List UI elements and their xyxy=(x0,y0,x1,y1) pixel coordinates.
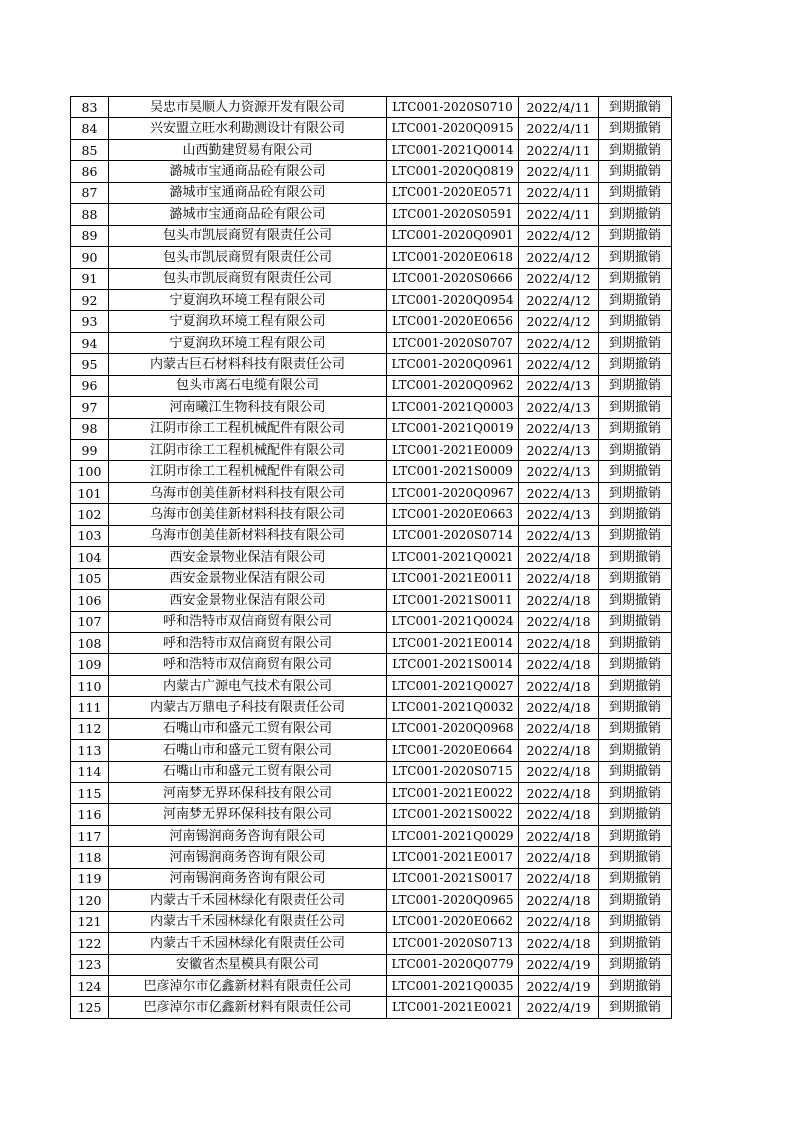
company-name-cell: 内蒙古千禾园林绿化有限责任公司 xyxy=(109,890,387,911)
certificate-number-cell: LTC001-2020Q0915 xyxy=(387,118,519,139)
company-name-cell: 呼和浩特市双信商贸有限公司 xyxy=(109,611,387,632)
status-cell: 到期撤销 xyxy=(599,632,672,653)
revocation-date-cell: 2022/4/18 xyxy=(519,697,599,718)
row-number-cell: 111 xyxy=(71,697,109,718)
table-row xyxy=(71,611,672,632)
certificate-number-cell: LTC001-2021Q0029 xyxy=(387,825,519,846)
row-number-cell: 92 xyxy=(71,289,109,310)
revocation-date-cell: 2022/4/12 xyxy=(519,289,599,310)
row-number-cell: 94 xyxy=(71,332,109,353)
row-number-cell: 114 xyxy=(71,761,109,782)
company-name-cell: 包头市凯辰商贸有限责任公司 xyxy=(109,268,387,289)
status-cell: 到期撤销 xyxy=(599,997,672,1018)
row-number-cell: 122 xyxy=(71,933,109,954)
certificate-number-cell: LTC001-2021E0014 xyxy=(387,632,519,653)
row-number-cell: 115 xyxy=(71,783,109,804)
company-name-cell: 巴彦淖尔市亿鑫新材料有限责任公司 xyxy=(109,975,387,996)
certificate-number-cell: LTC001-2021Q0019 xyxy=(387,418,519,439)
revocation-date-cell: 2022/4/13 xyxy=(519,418,599,439)
revocation-date-cell: 2022/4/18 xyxy=(519,933,599,954)
company-name-cell: 呼和浩特市双信商贸有限公司 xyxy=(109,654,387,675)
certificate-number-cell: LTC001-2021S0022 xyxy=(387,804,519,825)
certificate-number-cell: LTC001-2020Q0961 xyxy=(387,354,519,375)
row-number-cell: 123 xyxy=(71,954,109,975)
table-row xyxy=(71,697,672,718)
company-name-cell: 江阴市徐工工程机械配件有限公司 xyxy=(109,440,387,461)
company-name-cell: 呼和浩特市双信商贸有限公司 xyxy=(109,632,387,653)
company-name-cell: 吴忠市昊顺人力资源开发有限公司 xyxy=(109,97,387,118)
status-cell: 到期撤销 xyxy=(599,268,672,289)
row-number-cell: 106 xyxy=(71,590,109,611)
table-row xyxy=(71,482,672,503)
row-number-cell: 87 xyxy=(71,182,109,203)
certificate-number-cell: LTC001-2021Q0024 xyxy=(387,611,519,632)
table-row xyxy=(71,997,672,1018)
row-number-cell: 119 xyxy=(71,868,109,889)
status-cell: 到期撤销 xyxy=(599,783,672,804)
company-name-cell: 石嘴山市和盛元工贸有限公司 xyxy=(109,761,387,782)
row-number-cell: 107 xyxy=(71,611,109,632)
row-number-cell: 97 xyxy=(71,397,109,418)
revocation-date-cell: 2022/4/18 xyxy=(519,547,599,568)
row-number-cell: 95 xyxy=(71,354,109,375)
revocation-date-cell: 2022/4/12 xyxy=(519,354,599,375)
company-name-cell: 西安金景物业保洁有限公司 xyxy=(109,547,387,568)
status-cell: 到期撤销 xyxy=(599,675,672,696)
table-row xyxy=(71,247,672,268)
row-number-cell: 98 xyxy=(71,418,109,439)
company-name-cell: 河南曦江生物科技有限公司 xyxy=(109,397,387,418)
company-name-cell: 石嘴山市和盛元工贸有限公司 xyxy=(109,718,387,739)
revocation-date-cell: 2022/4/18 xyxy=(519,590,599,611)
company-name-cell: 包头市离石电缆有限公司 xyxy=(109,375,387,396)
status-cell: 到期撤销 xyxy=(599,247,672,268)
company-name-cell: 巴彦淖尔市亿鑫新材料有限责任公司 xyxy=(109,997,387,1018)
table-row xyxy=(71,461,672,482)
table-row xyxy=(71,375,672,396)
status-cell: 到期撤销 xyxy=(599,289,672,310)
status-cell: 到期撤销 xyxy=(599,718,672,739)
row-number-cell: 124 xyxy=(71,975,109,996)
certificate-number-cell: LTC001-2020Q0901 xyxy=(387,225,519,246)
row-number-cell: 102 xyxy=(71,504,109,525)
table-row xyxy=(71,675,672,696)
row-number-cell: 110 xyxy=(71,675,109,696)
certificate-number-cell: LTC001-2021E0022 xyxy=(387,783,519,804)
revocation-date-cell: 2022/4/18 xyxy=(519,632,599,653)
revocation-date-cell: 2022/4/13 xyxy=(519,504,599,525)
revocation-date-cell: 2022/4/18 xyxy=(519,890,599,911)
status-cell: 到期撤销 xyxy=(599,825,672,846)
table-row xyxy=(71,654,672,675)
row-number-cell: 120 xyxy=(71,890,109,911)
revocation-date-cell: 2022/4/18 xyxy=(519,804,599,825)
revocation-date-cell: 2022/4/13 xyxy=(519,525,599,546)
company-name-cell: 安徽省杰星模具有限公司 xyxy=(109,954,387,975)
table-row xyxy=(71,911,672,932)
certificate-number-cell: LTC001-2021E0011 xyxy=(387,568,519,589)
row-number-cell: 88 xyxy=(71,204,109,225)
company-name-cell: 河南锡润商务咨询有限公司 xyxy=(109,868,387,889)
certificate-number-cell: LTC001-2021E0009 xyxy=(387,440,519,461)
revocation-date-cell: 2022/4/18 xyxy=(519,783,599,804)
table-row xyxy=(71,804,672,825)
row-number-cell: 84 xyxy=(71,118,109,139)
certificate-number-cell: LTC001-2020E0664 xyxy=(387,740,519,761)
certificate-number-cell: LTC001-2020Q0819 xyxy=(387,161,519,182)
company-name-cell: 江阴市徐工工程机械配件有限公司 xyxy=(109,418,387,439)
company-name-cell: 西安金景物业保洁有限公司 xyxy=(109,568,387,589)
revocation-date-cell: 2022/4/11 xyxy=(519,139,599,160)
revocation-date-cell: 2022/4/18 xyxy=(519,825,599,846)
table-row xyxy=(71,204,672,225)
certificate-number-cell: LTC001-2020E0618 xyxy=(387,247,519,268)
certificate-number-cell: LTC001-2020S0710 xyxy=(387,97,519,118)
table-row xyxy=(71,890,672,911)
row-number-cell: 113 xyxy=(71,740,109,761)
table-body xyxy=(71,97,672,1019)
row-number-cell: 125 xyxy=(71,997,109,1018)
certificate-number-cell: LTC001-2020E0662 xyxy=(387,911,519,932)
certificate-number-cell: LTC001-2021Q0027 xyxy=(387,675,519,696)
company-name-cell: 内蒙古巨石材料科技有限责任公司 xyxy=(109,354,387,375)
company-name-cell: 内蒙古千禾园林绿化有限责任公司 xyxy=(109,911,387,932)
certificate-number-cell: LTC001-2020Q0965 xyxy=(387,890,519,911)
company-name-cell: 山西勤建贸易有限公司 xyxy=(109,139,387,160)
table-row xyxy=(71,332,672,353)
certificate-number-cell: LTC001-2021E0021 xyxy=(387,997,519,1018)
table-row xyxy=(71,761,672,782)
row-number-cell: 89 xyxy=(71,225,109,246)
table-row xyxy=(71,525,672,546)
table-row xyxy=(71,847,672,868)
company-name-cell: 河南锡润商务咨询有限公司 xyxy=(109,825,387,846)
table-row xyxy=(71,718,672,739)
status-cell: 到期撤销 xyxy=(599,354,672,375)
certificate-number-cell: LTC001-2021Q0014 xyxy=(387,139,519,160)
certificate-number-cell: LTC001-2021S0009 xyxy=(387,461,519,482)
status-cell: 到期撤销 xyxy=(599,954,672,975)
revocation-date-cell: 2022/4/13 xyxy=(519,397,599,418)
company-name-cell: 河南梦无界环保科技有限公司 xyxy=(109,783,387,804)
revocation-date-cell: 2022/4/13 xyxy=(519,440,599,461)
table-row xyxy=(71,825,672,846)
revocation-date-cell: 2022/4/11 xyxy=(519,204,599,225)
row-number-cell: 117 xyxy=(71,825,109,846)
revocation-date-cell: 2022/4/18 xyxy=(519,868,599,889)
status-cell: 到期撤销 xyxy=(599,161,672,182)
status-cell: 到期撤销 xyxy=(599,482,672,503)
company-name-cell: 西安金景物业保洁有限公司 xyxy=(109,590,387,611)
table-row xyxy=(71,590,672,611)
certificate-number-cell: LTC001-2020S0715 xyxy=(387,761,519,782)
certificate-number-cell: LTC001-2020E0663 xyxy=(387,504,519,525)
table-row xyxy=(71,139,672,160)
row-number-cell: 101 xyxy=(71,482,109,503)
row-number-cell: 86 xyxy=(71,161,109,182)
company-name-cell: 石嘴山市和盛元工贸有限公司 xyxy=(109,740,387,761)
table-row xyxy=(71,975,672,996)
table-row xyxy=(71,740,672,761)
row-number-cell: 96 xyxy=(71,375,109,396)
company-name-cell: 河南梦无界环保科技有限公司 xyxy=(109,804,387,825)
status-cell: 到期撤销 xyxy=(599,868,672,889)
certificate-number-cell: LTC001-2021S0011 xyxy=(387,590,519,611)
row-number-cell: 91 xyxy=(71,268,109,289)
certificate-number-cell: LTC001-2021Q0032 xyxy=(387,697,519,718)
revocation-date-cell: 2022/4/18 xyxy=(519,911,599,932)
company-name-cell: 潞城市宝通商品砼有限公司 xyxy=(109,204,387,225)
revocation-date-cell: 2022/4/13 xyxy=(519,375,599,396)
status-cell: 到期撤销 xyxy=(599,97,672,118)
status-cell: 到期撤销 xyxy=(599,397,672,418)
row-number-cell: 118 xyxy=(71,847,109,868)
status-cell: 到期撤销 xyxy=(599,204,672,225)
revocation-date-cell: 2022/4/19 xyxy=(519,975,599,996)
status-cell: 到期撤销 xyxy=(599,504,672,525)
revocation-date-cell: 2022/4/13 xyxy=(519,482,599,503)
status-cell: 到期撤销 xyxy=(599,225,672,246)
row-number-cell: 100 xyxy=(71,461,109,482)
status-cell: 到期撤销 xyxy=(599,761,672,782)
status-cell: 到期撤销 xyxy=(599,911,672,932)
status-cell: 到期撤销 xyxy=(599,611,672,632)
row-number-cell: 105 xyxy=(71,568,109,589)
certificate-number-cell: LTC001-2020E0656 xyxy=(387,311,519,332)
row-number-cell: 85 xyxy=(71,139,109,160)
status-cell: 到期撤销 xyxy=(599,590,672,611)
table-row xyxy=(71,311,672,332)
row-number-cell: 99 xyxy=(71,440,109,461)
status-cell: 到期撤销 xyxy=(599,804,672,825)
revocation-date-cell: 2022/4/18 xyxy=(519,611,599,632)
certificate-number-cell: LTC001-2020Q0962 xyxy=(387,375,519,396)
table-row xyxy=(71,933,672,954)
certificate-number-cell: LTC001-2020S0707 xyxy=(387,332,519,353)
certificate-number-cell: LTC001-2020E0571 xyxy=(387,182,519,203)
status-cell: 到期撤销 xyxy=(599,568,672,589)
table-row xyxy=(71,868,672,889)
certificate-number-cell: LTC001-2020Q0967 xyxy=(387,482,519,503)
row-number-cell: 121 xyxy=(71,911,109,932)
revocation-date-cell: 2022/4/18 xyxy=(519,740,599,761)
status-cell: 到期撤销 xyxy=(599,525,672,546)
status-cell: 到期撤销 xyxy=(599,847,672,868)
company-name-cell: 宁夏润玖环境工程有限公司 xyxy=(109,289,387,310)
certificate-number-cell: LTC001-2021Q0003 xyxy=(387,397,519,418)
status-cell: 到期撤销 xyxy=(599,740,672,761)
revocation-date-cell: 2022/4/11 xyxy=(519,182,599,203)
certificate-revocation-table xyxy=(70,96,672,1019)
certificate-number-cell: LTC001-2020S0666 xyxy=(387,268,519,289)
table-row xyxy=(71,783,672,804)
table-row xyxy=(71,225,672,246)
table-row xyxy=(71,97,672,118)
table-row xyxy=(71,568,672,589)
certificate-number-cell: LTC001-2020Q0954 xyxy=(387,289,519,310)
table-row xyxy=(71,954,672,975)
row-number-cell: 116 xyxy=(71,804,109,825)
table-row xyxy=(71,547,672,568)
revocation-date-cell: 2022/4/11 xyxy=(519,97,599,118)
status-cell: 到期撤销 xyxy=(599,139,672,160)
certificate-number-cell: LTC001-2021S0017 xyxy=(387,868,519,889)
status-cell: 到期撤销 xyxy=(599,418,672,439)
row-number-cell: 103 xyxy=(71,525,109,546)
certificate-number-cell: LTC001-2021S0014 xyxy=(387,654,519,675)
certificate-number-cell: LTC001-2020S0591 xyxy=(387,204,519,225)
status-cell: 到期撤销 xyxy=(599,182,672,203)
table-row xyxy=(71,289,672,310)
status-cell: 到期撤销 xyxy=(599,375,672,396)
status-cell: 到期撤销 xyxy=(599,975,672,996)
row-number-cell: 108 xyxy=(71,632,109,653)
row-number-cell: 112 xyxy=(71,718,109,739)
company-name-cell: 乌海市创美佳新材料科技有限公司 xyxy=(109,525,387,546)
company-name-cell: 内蒙古广源电气技术有限公司 xyxy=(109,675,387,696)
revocation-date-cell: 2022/4/18 xyxy=(519,654,599,675)
company-name-cell: 宁夏润玖环境工程有限公司 xyxy=(109,332,387,353)
status-cell: 到期撤销 xyxy=(599,332,672,353)
company-name-cell: 包头市凯辰商贸有限责任公司 xyxy=(109,247,387,268)
revocation-date-cell: 2022/4/12 xyxy=(519,225,599,246)
row-number-cell: 83 xyxy=(71,97,109,118)
revocation-date-cell: 2022/4/12 xyxy=(519,247,599,268)
certificate-number-cell: LTC001-2021Q0035 xyxy=(387,975,519,996)
certificate-number-cell: LTC001-2021Q0021 xyxy=(387,547,519,568)
company-name-cell: 宁夏润玖环境工程有限公司 xyxy=(109,311,387,332)
table-row xyxy=(71,440,672,461)
company-name-cell: 潞城市宝通商品砼有限公司 xyxy=(109,161,387,182)
status-cell: 到期撤销 xyxy=(599,654,672,675)
company-name-cell: 包头市凯辰商贸有限责任公司 xyxy=(109,225,387,246)
revocation-date-cell: 2022/4/11 xyxy=(519,161,599,182)
revocation-date-cell: 2022/4/19 xyxy=(519,954,599,975)
revocation-date-cell: 2022/4/12 xyxy=(519,332,599,353)
status-cell: 到期撤销 xyxy=(599,311,672,332)
company-name-cell: 内蒙古万鼎电子科技有限责任公司 xyxy=(109,697,387,718)
company-name-cell: 乌海市创美佳新材料科技有限公司 xyxy=(109,482,387,503)
row-number-cell: 90 xyxy=(71,247,109,268)
revocation-date-cell: 2022/4/12 xyxy=(519,311,599,332)
certificate-number-cell: LTC001-2020S0713 xyxy=(387,933,519,954)
status-cell: 到期撤销 xyxy=(599,547,672,568)
status-cell: 到期撤销 xyxy=(599,461,672,482)
revocation-date-cell: 2022/4/19 xyxy=(519,997,599,1018)
company-name-cell: 兴安盟立旺水利勘测设计有限公司 xyxy=(109,118,387,139)
table-row xyxy=(71,182,672,203)
row-number-cell: 104 xyxy=(71,547,109,568)
company-name-cell: 河南锡润商务咨询有限公司 xyxy=(109,847,387,868)
revocation-date-cell: 2022/4/13 xyxy=(519,461,599,482)
certificate-number-cell: LTC001-2020Q0968 xyxy=(387,718,519,739)
table-row xyxy=(71,418,672,439)
revocation-date-cell: 2022/4/18 xyxy=(519,718,599,739)
table-row xyxy=(71,632,672,653)
status-cell: 到期撤销 xyxy=(599,890,672,911)
status-cell: 到期撤销 xyxy=(599,118,672,139)
table-row xyxy=(71,354,672,375)
status-cell: 到期撤销 xyxy=(599,933,672,954)
status-cell: 到期撤销 xyxy=(599,440,672,461)
company-name-cell: 潞城市宝通商品砼有限公司 xyxy=(109,182,387,203)
table-row xyxy=(71,397,672,418)
table-row xyxy=(71,161,672,182)
revocation-date-cell: 2022/4/18 xyxy=(519,761,599,782)
revocation-date-cell: 2022/4/18 xyxy=(519,568,599,589)
certificate-number-cell: LTC001-2020S0714 xyxy=(387,525,519,546)
company-name-cell: 江阴市徐工工程机械配件有限公司 xyxy=(109,461,387,482)
revocation-date-cell: 2022/4/12 xyxy=(519,268,599,289)
revocation-date-cell: 2022/4/11 xyxy=(519,118,599,139)
table-row xyxy=(71,118,672,139)
certificate-number-cell: LTC001-2021E0017 xyxy=(387,847,519,868)
company-name-cell: 内蒙古千禾园林绿化有限责任公司 xyxy=(109,933,387,954)
row-number-cell: 93 xyxy=(71,311,109,332)
company-name-cell: 乌海市创美佳新材料科技有限公司 xyxy=(109,504,387,525)
table-row xyxy=(71,268,672,289)
certificate-number-cell: LTC001-2020Q0779 xyxy=(387,954,519,975)
table-row xyxy=(71,504,672,525)
revocation-date-cell: 2022/4/18 xyxy=(519,675,599,696)
row-number-cell: 109 xyxy=(71,654,109,675)
revocation-date-cell: 2022/4/18 xyxy=(519,847,599,868)
status-cell: 到期撤销 xyxy=(599,697,672,718)
